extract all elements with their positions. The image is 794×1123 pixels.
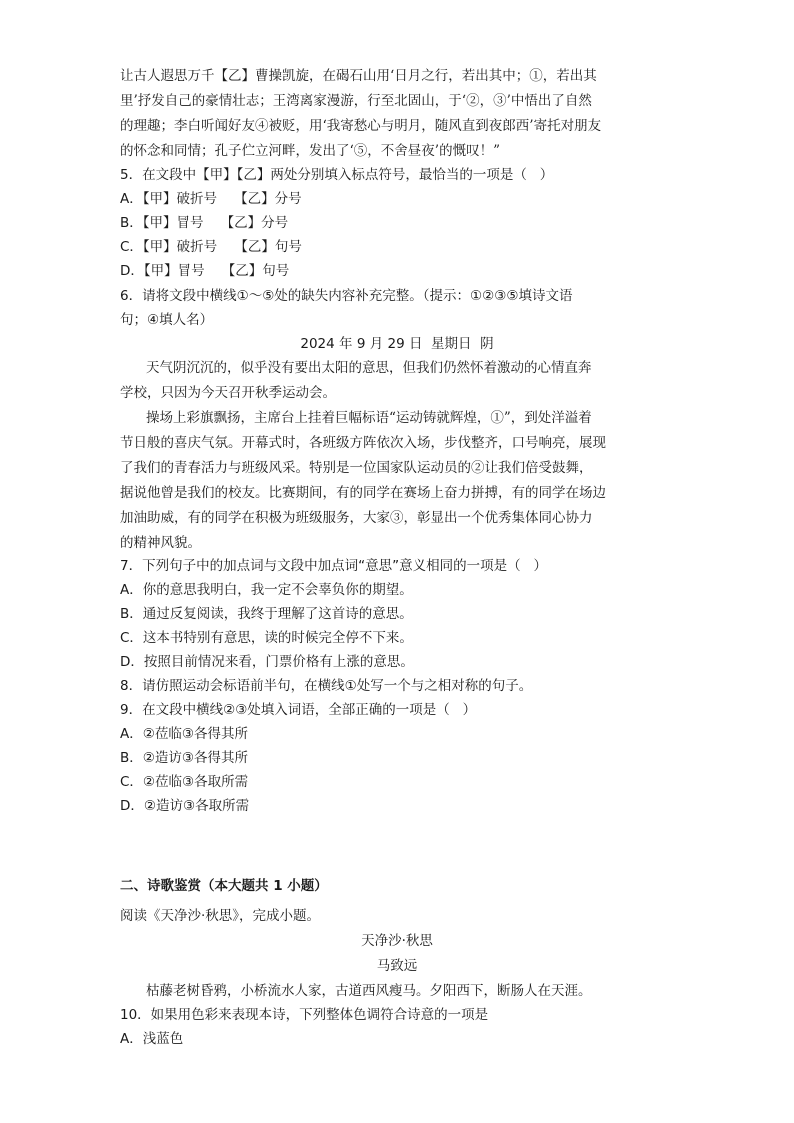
passage-line: 里’抒发自己的豪情壮志；王湾离家漫游，行至北固山，于‘②，③’中悟出了自然 (120, 93, 592, 109)
option-a: A．浅蓝色 (120, 1031, 184, 1047)
passage-line: 让古人遐思万千【乙】曹操凯旋，在碣石山用‘日月之行，若出其中；①，若出其 (120, 68, 597, 84)
option-d: D．②造访③各取所需 (120, 798, 250, 814)
diary-line: 据说他曾是我们的校友。比赛期间，有的同学在赛场上奋力拼搏，有的同学在场边 (120, 485, 606, 501)
poem-body: 枯藤老树昏鸦，小桥流水人家，古道西风瘦马。夕阳西下，断肠人在天涯。 (146, 983, 592, 999)
diary-line: 学校，只因为今天召开秋季运动会。 (120, 385, 336, 401)
reading-instruction: 阅读《天净沙·秋思》，完成小题。 (120, 908, 321, 924)
diary-line: 操场上彩旗飘扬，主席台上挂着巨幅标语“运动铸就辉煌，①”，到处洋溢着 (146, 410, 592, 426)
poem-title: 天净沙·秋思 (361, 933, 433, 949)
option-b: B．【甲】冒号 【乙】分号 (120, 215, 289, 231)
question-stem: 6．请将文段中横线①～⑤处的缺失内容补充完整。（提示：①②③⑤填诗文语 (120, 288, 573, 304)
diary-date: 2024 年 9 月 29 日 星期日 阴 (300, 336, 494, 352)
option-c: C．②莅临③各取所需 (120, 774, 249, 790)
question-stem: 8．请仿照运动会标语前半句，在横线①处写一个与之相对称的句子。 (120, 678, 533, 694)
question-stem-cont: 句；④填人名） (120, 312, 214, 328)
section-heading: 二、诗歌鉴赏（本大题共 1 小题） (120, 878, 328, 894)
poem-author: 马致远 (376, 958, 418, 974)
diary-line: 的精神风貌。 (120, 535, 201, 551)
option-c: C．这本书特别有意思，读的时候完全停不下来。 (120, 630, 413, 646)
option-b: B．②造访③各得其所 (120, 750, 248, 766)
question-stem: 9．在文段中横线②③处填入词语，全部正确的一项是（ ） (120, 702, 477, 718)
option-d: D．按照目前情况来看，门票价格有上涨的意思。 (120, 654, 414, 670)
option-a: A．②莅临③各得其所 (120, 726, 248, 742)
diary-line: 节日般的喜庆气氛。开幕式时，各班级方阵依次入场，步伐整齐，口号响亮，展现 (120, 435, 606, 451)
option-d: D．【甲】冒号 【乙】句号 (120, 263, 290, 279)
diary-line: 了我们的青春活力与班级风采。特别是一位国家队运动员的②让我们倍受鼓舞， (120, 460, 593, 476)
diary-line: 天气阴沉沉的，似乎没有要出太阳的意思，但我们仍然怀着激动的心情直奔 (146, 360, 592, 376)
option-a: A．你的意思我明白，我一定不会辜负你的期望。 (120, 582, 413, 598)
question-stem: 10．如果用色彩来表现本诗，下列整体色调符合诗意的一项是 (120, 1007, 489, 1023)
diary-line: 加油助威，有的同学在积极为班级服务，大家③，彰显出一个优秀集体同心协力 (120, 510, 593, 526)
option-a: A．【甲】破折号 【乙】分号 (120, 191, 302, 207)
passage-line: 的怀念和同情；孔子伫立河畔，发出了‘⑤，不舍昼夜’的慨叹！” (120, 143, 500, 159)
option-c: C．【甲】破折号 【乙】句号 (120, 239, 302, 255)
question-stem: 5．在文段中【甲】【乙】两处分别填入标点符号，最恰当的一项是（ ） (120, 167, 554, 183)
passage-line: 的理趣；李白听闻好友④被贬，用‘我寄愁心与明月，随风直到夜郎西’寄托对朋友 (120, 118, 602, 134)
question-stem: 7．下列句子中的加点词与文段中加点词“意思”意义相同的一项是（ ） (120, 558, 547, 574)
option-b: B．通过反复阅读，我终于理解了这首诗的意思。 (120, 606, 413, 622)
